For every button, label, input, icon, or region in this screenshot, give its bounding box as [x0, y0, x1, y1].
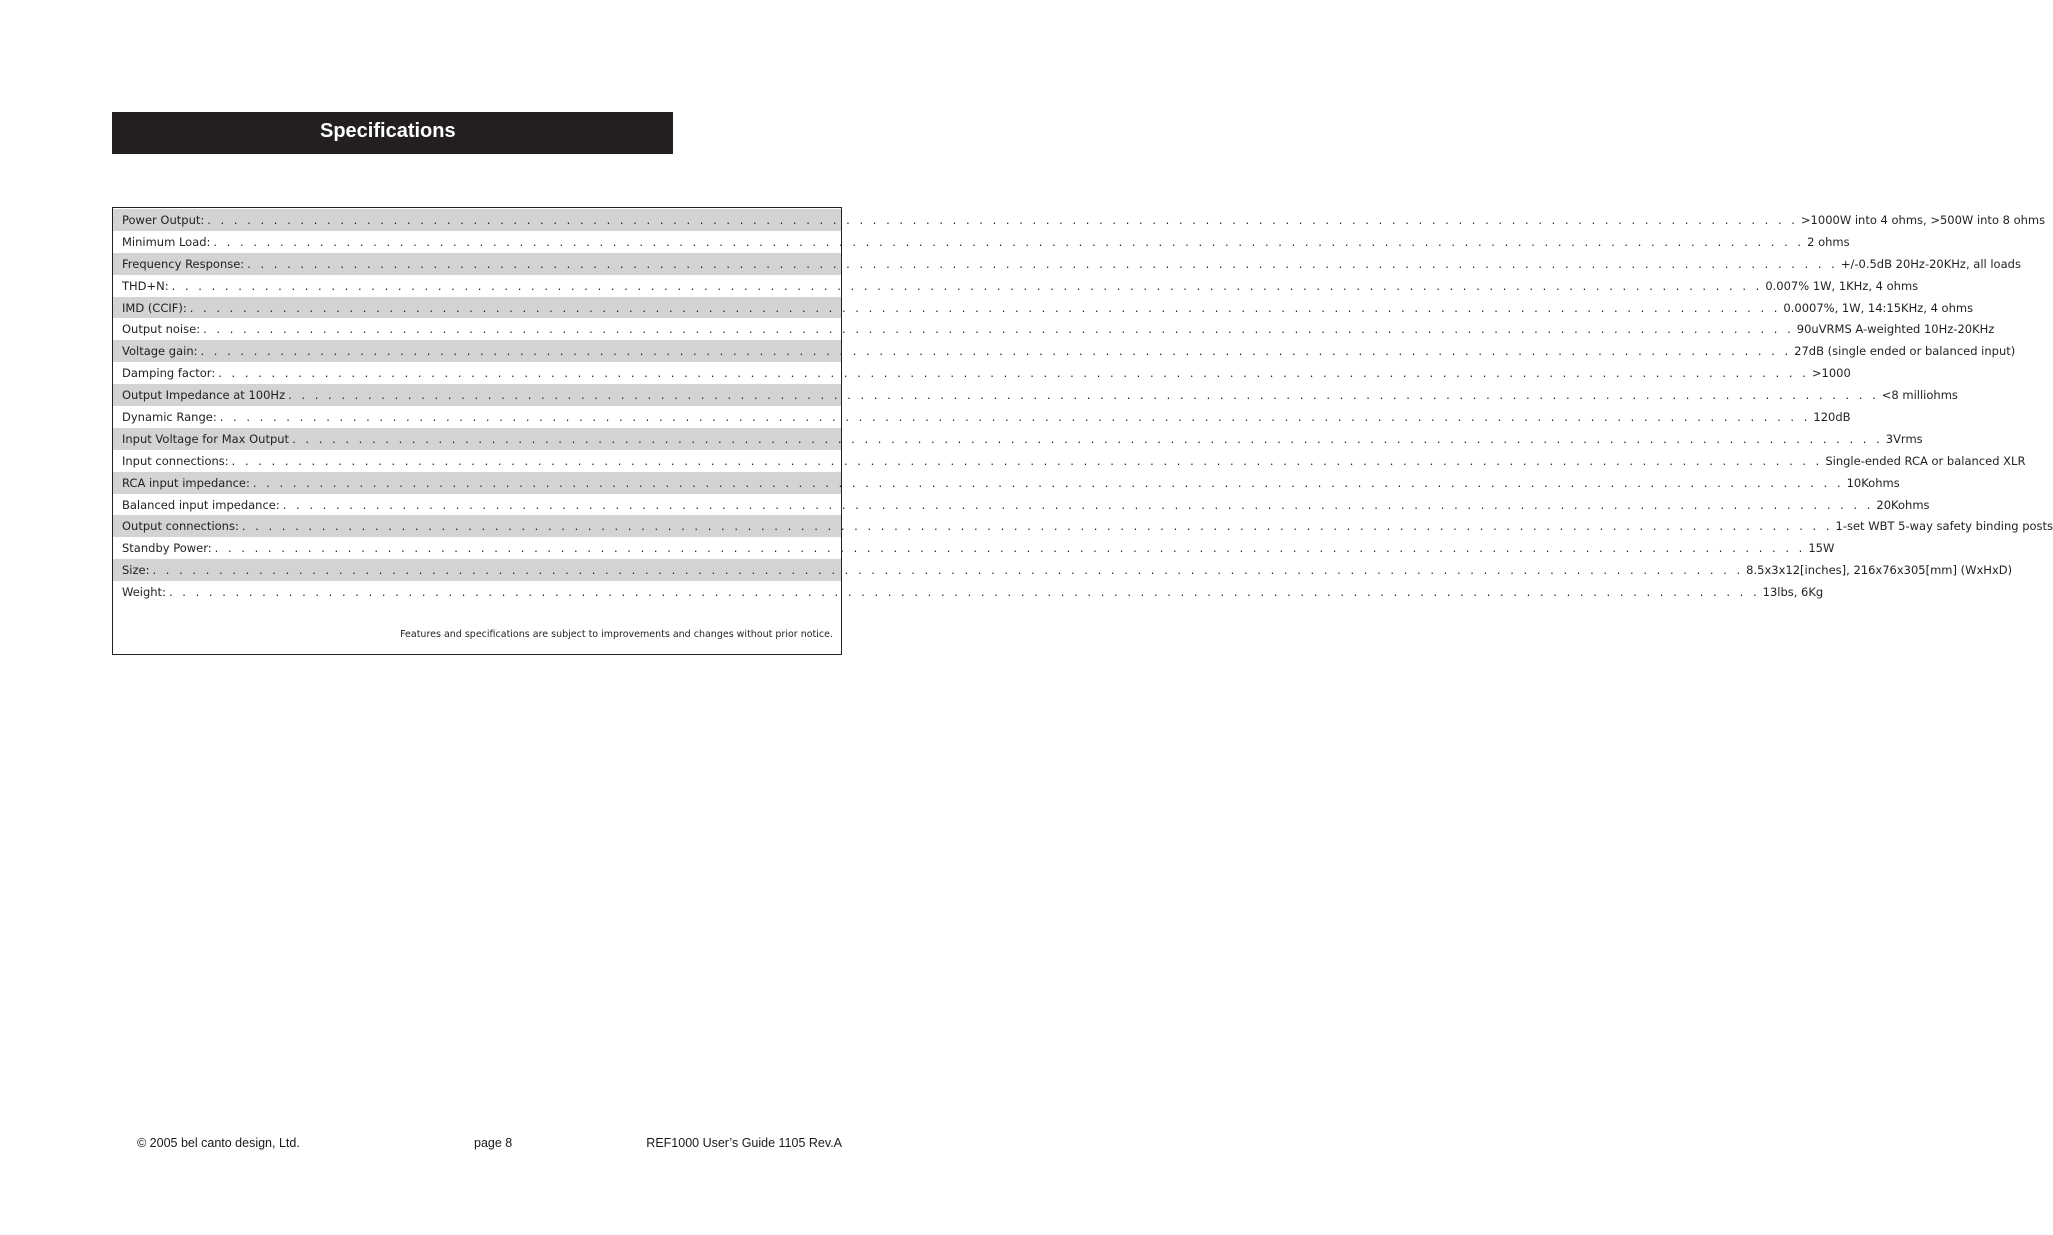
dot-leader: . . . . . . . . . . . . . . . . . . . . . . . . . . . . . . . . . . . . . . . . . . . . . . . . . . . . . . . . . . . . . . . . . . . . . . . . . . . . . . . . . . . . . . . . . . . . . . . . . . . . . . . . . . . . . . . . . . . . . . . .: [292, 431, 1883, 446]
dot-leader: . . . . . . . . . . . . . . . . . . . . . . . . . . . . . . . . . . . . . . . . . . . . . . . . . . . . . . . . . . . . . . . . . . . . . . . . . . . . . . . . . . . . . . . . . . . . . . . . . . . . . . . . . . . . . . . . . . . . . . . .: [219, 409, 1811, 424]
spec-label: Input connections:: [122, 453, 229, 468]
dot-leader: . . . . . . . . . . . . . . . . . . . . . . . . . . . . . . . . . . . . . . . . . . . . . . . . . . . . . . . . . . . . . . . . . . . . . . . . . . . . . . . . . . . . . . . . . . . . . . . . . . . . . . . . . . . . . . . . . . . . . . . .: [203, 322, 1794, 337]
section-title-bar: [112, 112, 673, 154]
spec-row: [113, 559, 2013, 581]
dot-leader: . . . . . . . . . . . . . . . . . . . . . . . . . . . . . . . . . . . . . . . . . . . . . . . . . . . . . . . . . . . . . . . . . . . . . . . . . . . . . . . . . . . . . . . . . . . . . . . . . . . . . . . . . . . . . . . . . . . . . . . .: [189, 300, 1781, 315]
page-title: Specifications: [320, 120, 456, 142]
spec-row: [113, 494, 1930, 516]
spec-row: [113, 472, 1900, 494]
spec-value: 3Vrms: [1885, 431, 1923, 446]
spec-label: Standby Power:: [122, 541, 212, 556]
spec-value: 13lbs, 6Kg: [1762, 585, 1824, 600]
spec-label: Frequency Response:: [122, 256, 245, 271]
dot-leader: . . . . . . . . . . . . . . . . . . . . . . . . . . . . . . . . . . . . . . . . . . . . . . . . . . . . . . . . . . . . . . . . . . . . . . . . . . . . . . . . . . . . . . . . . . . . . . . . . . . . . . . . . . . . . . . . . . . . . . . .: [168, 585, 1760, 600]
spec-label: Size:: [122, 563, 150, 578]
spec-row: [113, 209, 2046, 231]
spec-row: [113, 537, 1835, 559]
spec-label: RCA input impedance:: [122, 475, 250, 490]
spec-row: [113, 515, 2053, 537]
dot-leader: . . . . . . . . . . . . . . . . . . . . . . . . . . . . . . . . . . . . . . . . . . . . . . . . . . . . . . . . . . . . . . . . . . . . . . . . . . . . . . . . . . . . . . . . . . . . . . . . . . . . . . . . . . . . . . . . . . . . . . . .: [200, 344, 1792, 359]
spec-label: Balanced input impedance:: [122, 497, 280, 512]
spec-row: [113, 581, 1824, 603]
spec-label: Output Impedance at 100Hz: [122, 388, 286, 403]
spec-value: 27dB (single ended or balanced input): [1794, 344, 2016, 359]
dot-leader: . . . . . . . . . . . . . . . . . . . . . . . . . . . . . . . . . . . . . . . . . . . . . . . . . . . . . . . . . . . . . . . . . . . . . . . . . . . . . . . . . . . . . . . . . . . . . . . . . . . . . . . . . . . . . . . . . . . . . . . .: [207, 212, 1798, 227]
spec-row: [113, 428, 1923, 450]
spec-row: [113, 318, 1995, 340]
spec-value: 2 ohms: [1807, 234, 1850, 249]
footer-page-number: page 8: [474, 1136, 513, 1150]
spec-value: Single-ended RCA or balanced XLR: [1825, 453, 2026, 468]
spec-row: [113, 231, 1850, 253]
footnote: Features and specifications are subject to improvements and changes without prior notice.: [400, 629, 833, 640]
spec-value: 90uVRMS A-weighted 10Hz-20KHz: [1796, 322, 1995, 337]
spec-label: IMD (CCIF):: [122, 300, 187, 315]
spec-row: [113, 253, 2021, 275]
spec-label: Voltage gain:: [122, 344, 198, 359]
spec-label: Weight:: [122, 585, 166, 600]
spec-label: Dynamic Range:: [122, 409, 217, 424]
spec-label: Power Output:: [122, 212, 205, 227]
specifications-table: [112, 207, 2053, 655]
spec-value: 20Kohms: [1876, 497, 1930, 512]
footer-copyright: © 2005 bel canto design, Ltd.: [137, 1136, 300, 1150]
spec-value: <8 milliohms: [1881, 388, 1958, 403]
spec-label: Minimum Load:: [122, 234, 211, 249]
spec-value: >1000: [1811, 366, 1851, 381]
spec-label: Damping factor:: [122, 366, 216, 381]
dot-leader: . . . . . . . . . . . . . . . . . . . . . . . . . . . . . . . . . . . . . . . . . . . . . . . . . . . . . . . . . . . . . . . . . . . . . . . . . . . . . . . . . . . . . . . . . . . . . . . . . . . . . . . . . . . . . . . . . . . . . . . .: [231, 453, 1823, 468]
dot-leader: . . . . . . . . . . . . . . . . . . . . . . . . . . . . . . . . . . . . . . . . . . . . . . . . . . . . . . . . . . . . . . . . . . . . . . . . . . . . . . . . . . . . . . . . . . . . . . . . . . . . . . . . . . . . . . . . . . . . . . . .: [213, 234, 1805, 249]
spec-value: >1000W into 4 ohms, >500W into 8 ohms: [1800, 212, 2046, 227]
spec-value: 10Kohms: [1846, 475, 1900, 490]
spec-row: [113, 340, 2016, 362]
spec-label: THD+N:: [122, 278, 169, 293]
spec-value: 1-set WBT 5-way safety binding posts: [1835, 519, 2053, 534]
dot-leader: . . . . . . . . . . . . . . . . . . . . . . . . . . . . . . . . . . . . . . . . . . . . . . . . . . . . . . . . . . . . . . . . . . . . . . . . . . . . . . . . . . . . . . . . . . . . . . . . . . . . . . . . . . . . . . . . . . . . . . . .: [171, 278, 1763, 293]
dot-leader: . . . . . . . . . . . . . . . . . . . . . . . . . . . . . . . . . . . . . . . . . . . . . . . . . . . . . . . . . . . . . . . . . . . . . . . . . . . . . . . . . . . . . . . . . . . . . . . . . . . . . . . . . . . . . . . . . . . . . . . .: [288, 388, 1879, 403]
dot-leader: . . . . . . . . . . . . . . . . . . . . . . . . . . . . . . . . . . . . . . . . . . . . . . . . . . . . . . . . . . . . . . . . . . . . . . . . . . . . . . . . . . . . . . . . . . . . . . . . . . . . . . . . . . . . . . . . . . . . . . . .: [247, 256, 1838, 271]
dot-leader: . . . . . . . . . . . . . . . . . . . . . . . . . . . . . . . . . . . . . . . . . . . . . . . . . . . . . . . . . . . . . . . . . . . . . . . . . . . . . . . . . . . . . . . . . . . . . . . . . . . . . . . . . . . . . . . . . . . . . . . .: [241, 519, 1833, 534]
spec-value: 0.0007%, 1W, 14:15KHz, 4 ohms: [1783, 300, 1974, 315]
dot-leader: . . . . . . . . . . . . . . . . . . . . . . . . . . . . . . . . . . . . . . . . . . . . . . . . . . . . . . . . . . . . . . . . . . . . . . . . . . . . . . . . . . . . . . . . . . . . . . . . . . . . . . . . . . . . . . . . . . . . . . . .: [218, 366, 1809, 381]
dot-leader: . . . . . . . . . . . . . . . . . . . . . . . . . . . . . . . . . . . . . . . . . . . . . . . . . . . . . . . . . . . . . . . . . . . . . . . . . . . . . . . . . . . . . . . . . . . . . . . . . . . . . . . . . . . . . . . . . . . . . . . .: [282, 497, 1874, 512]
dot-leader: . . . . . . . . . . . . . . . . . . . . . . . . . . . . . . . . . . . . . . . . . . . . . . . . . . . . . . . . . . . . . . . . . . . . . . . . . . . . . . . . . . . . . . . . . . . . . . . . . . . . . . . . . . . . . . . . . . . . . . . .: [214, 541, 1806, 556]
spec-value: +/-0.5dB 20Hz-20KHz, all loads: [1840, 256, 2021, 271]
spec-row: [113, 450, 2026, 472]
spec-value: 0.007% 1W, 1KHz, 4 ohms: [1765, 278, 1919, 293]
spec-row: [113, 406, 1851, 428]
spec-rows: [113, 209, 2053, 603]
dot-leader: . . . . . . . . . . . . . . . . . . . . . . . . . . . . . . . . . . . . . . . . . . . . . . . . . . . . . . . . . . . . . . . . . . . . . . . . . . . . . . . . . . . . . . . . . . . . . . . . . . . . . . . . . . . . . . . . . . . . . . . .: [252, 475, 1844, 490]
spec-value: 15W: [1808, 541, 1835, 556]
spec-row: [113, 275, 1919, 297]
spec-row: [113, 362, 1851, 384]
spec-row: [113, 297, 1974, 319]
spec-label: Output noise:: [122, 322, 201, 337]
footer-document-reference: REF1000 User’s Guide 1105 Rev.A: [646, 1136, 842, 1150]
spec-value: 8.5x3x12[inches], 216x76x305[mm] (WxHxD): [1746, 563, 2013, 578]
spec-row: [113, 384, 1958, 406]
spec-label: Output connections:: [122, 519, 239, 534]
dot-leader: . . . . . . . . . . . . . . . . . . . . . . . . . . . . . . . . . . . . . . . . . . . . . . . . . . . . . . . . . . . . . . . . . . . . . . . . . . . . . . . . . . . . . . . . . . . . . . . . . . . . . . . . . . . . . . . . . . . . . . . .: [152, 563, 1744, 578]
spec-value: 120dB: [1813, 409, 1851, 424]
spec-label: Input Voltage for Max Output: [122, 431, 290, 446]
